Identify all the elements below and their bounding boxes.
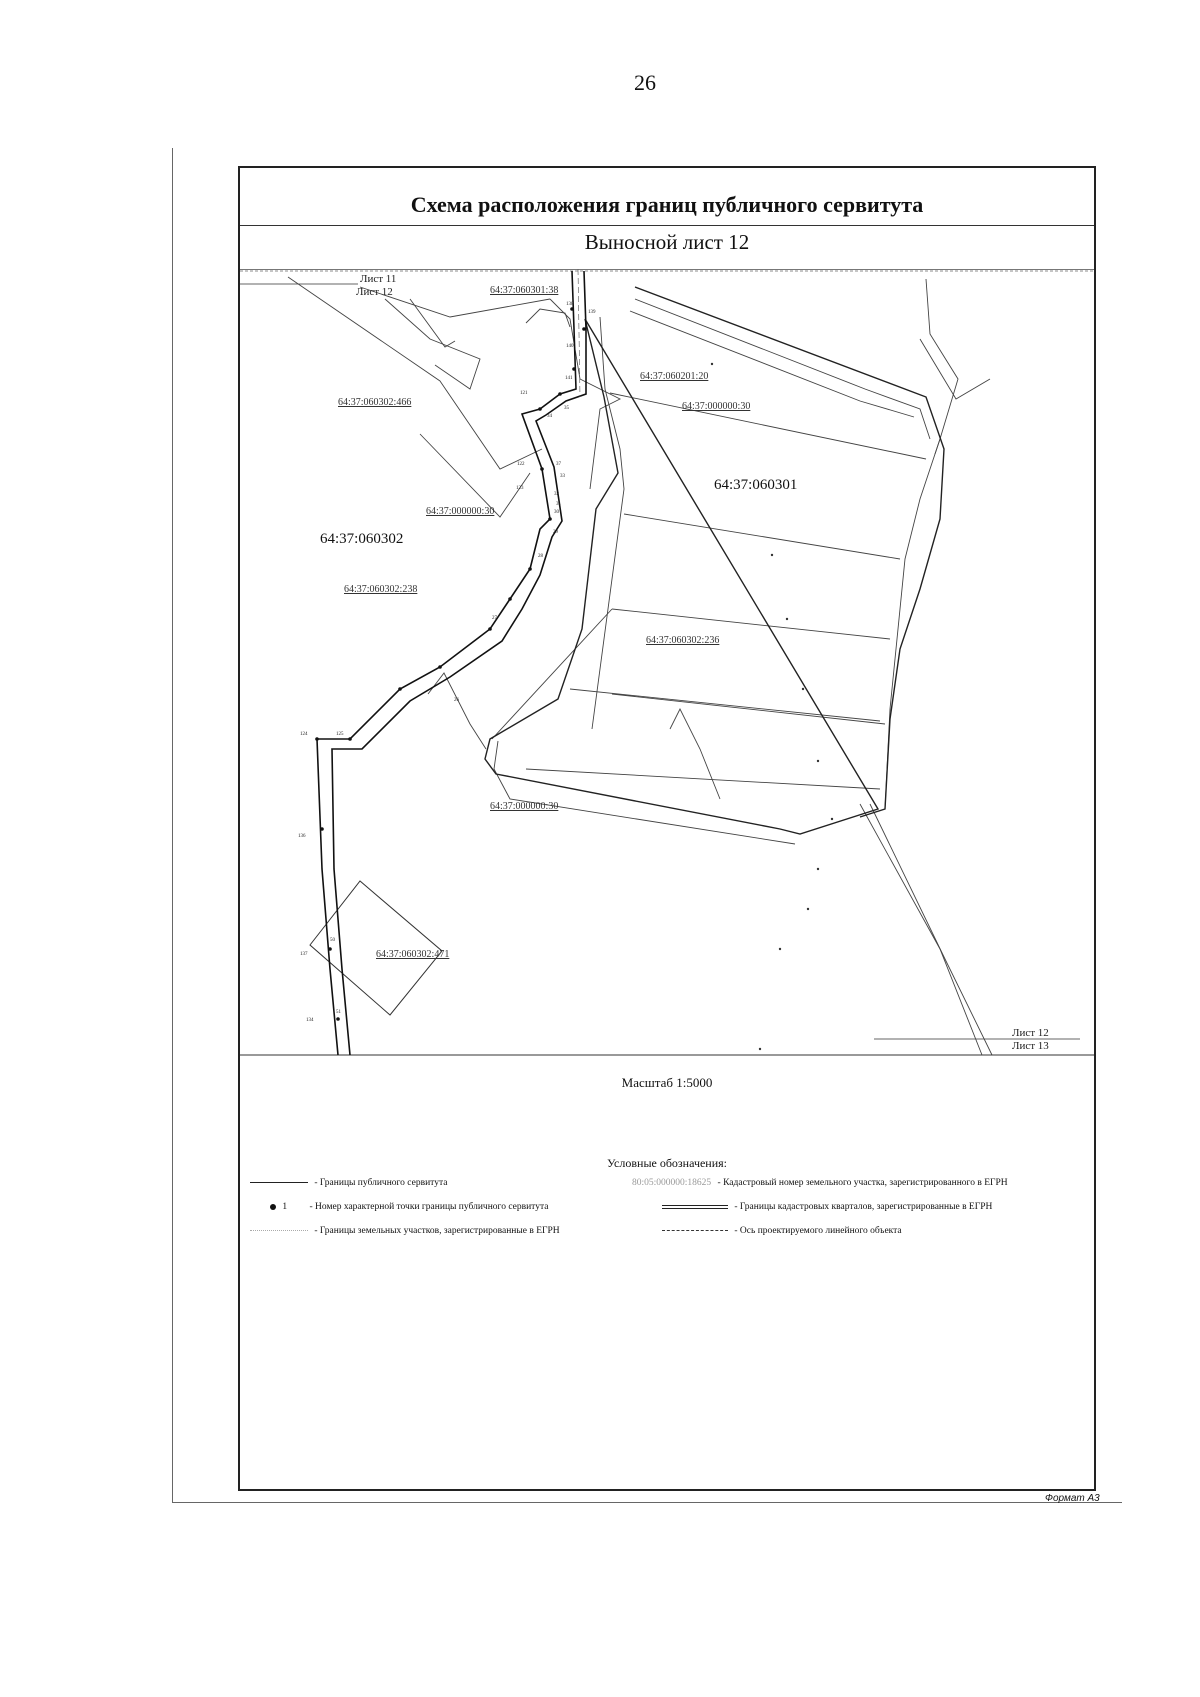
point-marker [336, 1017, 340, 1021]
parcel-label: 64:37:000000:30 [490, 801, 559, 812]
point-marker [540, 467, 544, 471]
parcel-labels [338, 285, 750, 960]
sheet-label-bottom-next: Лист 13 [1012, 1040, 1049, 1052]
point-label: 122 [517, 462, 525, 467]
point-label: 27 [492, 616, 497, 621]
sheet-label-bottom-current: Лист 12 [1012, 1027, 1049, 1039]
point-marker [328, 947, 332, 951]
axis-of-linear-object [578, 269, 580, 397]
legend-label: - Границы земельных участков, зарегистрированные в ЕГРН [314, 1226, 560, 1236]
point-label: 125 [336, 732, 344, 737]
point-label: 134 [306, 1018, 314, 1023]
point-marker [558, 392, 562, 396]
point-marker [528, 567, 532, 571]
left-margin-rule [172, 148, 173, 1503]
point-marker [398, 687, 402, 691]
parcel-label: 64:37:060302:236 [646, 635, 720, 646]
point-label: 136 [298, 834, 306, 839]
legend-title: Условные обозначения: [606, 1156, 728, 1170]
legend-cadastral-example: 80:05:000000:18625 [632, 1178, 712, 1188]
quarter-label: 64:37:060301 [714, 477, 798, 493]
point-label: 34 [547, 414, 552, 419]
legend-label: - Границы кадастровых кварталов, зарегистрированные в ЕГРН [734, 1202, 993, 1212]
legend-servitude-boundary [250, 1178, 447, 1188]
sheet-labels [356, 273, 1049, 1052]
legend-axis-line [662, 1226, 902, 1236]
point-label: 31 [556, 502, 561, 507]
point-label: 141 [565, 376, 573, 381]
parcel-line-swatch [250, 1230, 308, 1231]
point-label: 121 [520, 391, 528, 396]
parcel-label: 64:37:000000:30 [426, 506, 495, 517]
servitude-line-swatch [250, 1182, 308, 1183]
quarter-label: 64:37:060302 [320, 531, 404, 547]
parcel-label: 64:37:060201:20 [640, 371, 709, 382]
page-number: 26 [634, 70, 656, 95]
point-label: 35 [564, 406, 569, 411]
legend-label: - Ось проектируемого линейного объекта [734, 1226, 902, 1236]
point-marker [548, 517, 552, 521]
legend-parcel-boundary [250, 1226, 560, 1236]
scheme-title: Схема расположения границ публичного сервитута [410, 192, 924, 217]
characteristic-points [315, 307, 586, 1021]
point-marker [348, 737, 352, 741]
point-marker [572, 367, 576, 371]
title-row [240, 168, 1094, 226]
sheet-subtitle: Выносной лист 12 [584, 230, 750, 254]
point-label: 26 [454, 698, 459, 703]
point-marker [508, 597, 512, 601]
point-label: 37 [556, 462, 561, 467]
point-label: 139 [588, 310, 596, 315]
legend-quarter-boundary [662, 1202, 992, 1212]
legend-label: - Кадастровый номер земельного участка, зарегистрированного в ЕГРН [717, 1178, 1008, 1188]
point-label: 32 [554, 492, 559, 497]
point-swatch [270, 1204, 276, 1210]
sheet-frame [238, 166, 1096, 1491]
point-marker [438, 665, 442, 669]
servitude-corridor [317, 271, 586, 1055]
scale-label: Масштаб 1:5000 [621, 1075, 713, 1090]
format-label: Формат А3 [1045, 1493, 1100, 1504]
subtitle-row [240, 225, 1094, 270]
point-marker [488, 627, 492, 631]
point-label: 30 [554, 510, 559, 515]
quarter-line-swatch [662, 1205, 728, 1209]
parcel-boundaries [288, 277, 992, 1055]
point-marker [320, 827, 324, 831]
point-marker [570, 307, 574, 311]
parcel-000000-30-outline [485, 319, 878, 834]
cadastral-map [240, 269, 1094, 1059]
parcel-label: 64:37:000000:30 [682, 401, 751, 412]
point-label: 140 [566, 344, 574, 349]
axis-line-swatch [662, 1230, 728, 1231]
point-label: 28 [538, 554, 543, 559]
point-label: 29 [553, 530, 558, 535]
point-label: 137 [300, 952, 308, 957]
point-label: 50 [330, 938, 335, 943]
legend-label: - Номер характерной точки границы публичного сервитута [309, 1202, 549, 1212]
quarter-060301-boundary [635, 287, 944, 817]
point-label: 123 [516, 486, 524, 491]
parcel-label: 64:37:060302:466 [338, 397, 412, 408]
bottom-margin-rule [172, 1502, 1122, 1503]
legend-point-example: 1 [282, 1202, 288, 1212]
point-marker [582, 327, 586, 331]
point-label: 124 [300, 732, 308, 737]
sheet-label-top-current: Лист 12 [356, 286, 393, 298]
parcel-label: 64:37:060301:38 [490, 285, 559, 296]
point-label: 51 [336, 1010, 341, 1015]
legend-label: - Границы публичного сервитута [314, 1178, 448, 1188]
point-marker [538, 407, 542, 411]
parcel-label: 64:37:060302:238 [344, 584, 418, 595]
point-marker [315, 737, 319, 741]
legend-point-number [270, 1202, 548, 1212]
point-label: 33 [560, 474, 565, 479]
legend-cadastral-number [632, 1178, 1008, 1188]
parcel-label: 64:37:060302:471 [376, 949, 450, 960]
point-label: 138 [566, 302, 574, 307]
sheet-label-top-prev: Лист 11 [360, 273, 397, 285]
